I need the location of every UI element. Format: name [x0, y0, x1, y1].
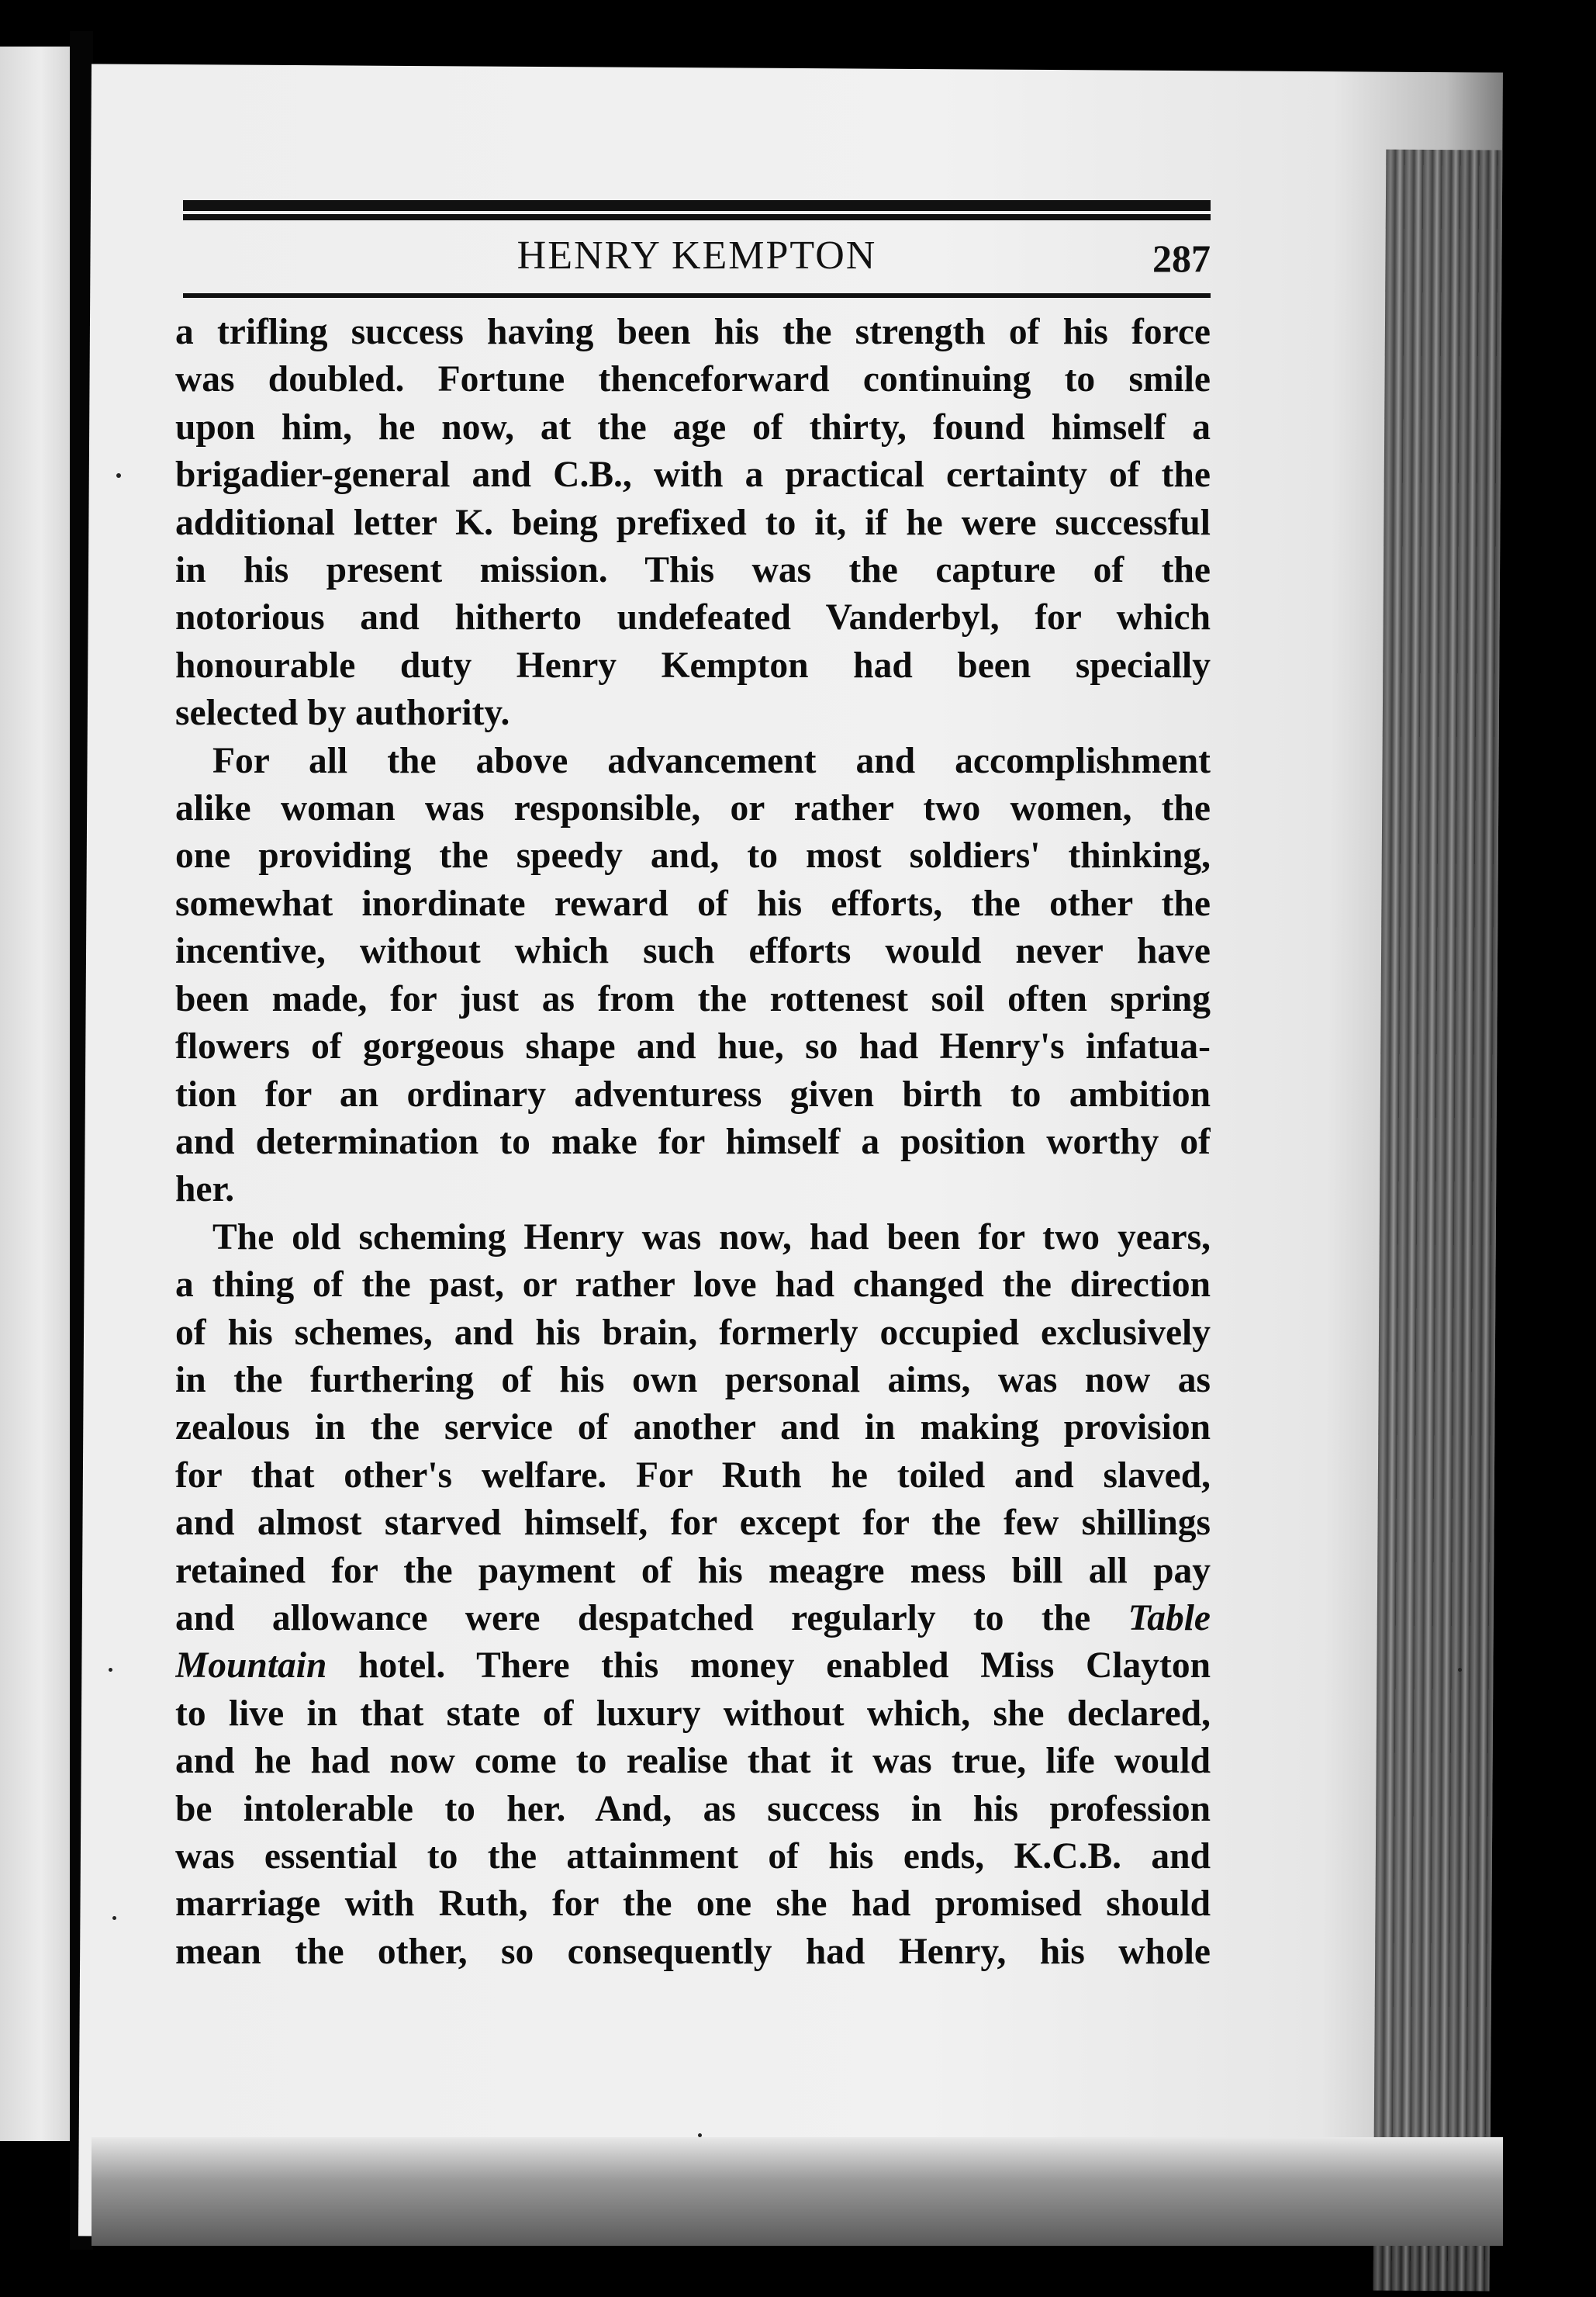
- text-line: The old scheming Henry was now, had been for two years,: [212, 1216, 1211, 1257]
- scan-speck: [112, 1916, 116, 1920]
- scan-speck: [698, 2133, 702, 2137]
- text-line: For all the above advancement and accomplishment: [212, 740, 1211, 781]
- scan-speck: [116, 473, 121, 478]
- text-line: retained for the payment of his meagre mess bill all pay: [175, 1550, 1211, 1591]
- header-rule: [183, 293, 1211, 298]
- text-line-with-italic: [175, 1642, 1211, 1690]
- text-line: in the furthering of his own personal aims, was now as: [175, 1359, 1211, 1400]
- text-line: incentive, without which such efforts would never have: [175, 931, 1211, 972]
- body-text: [175, 309, 1211, 1976]
- italic-hotel-name: Table: [1128, 1597, 1211, 1638]
- text-line: was essential to the attainment of his ends, K.C.B. and: [175, 1836, 1211, 1877]
- running-title: HENRY KEMPTON: [516, 234, 877, 278]
- page-bottom-edge: [92, 2137, 1503, 2246]
- text-line: brigadier-general and C.B., with a practical certainty of the: [175, 455, 1211, 496]
- text-line: be intolerable to her. And, as success in his profession: [175, 1788, 1211, 1829]
- text-line: a thing of the past, or rather love had changed the direction: [175, 1264, 1211, 1306]
- text-line: for that other's welfare. For Ruth he toiled and slaved,: [175, 1455, 1211, 1496]
- italic-hotel-name: Mountain: [175, 1645, 327, 1686]
- text-line: notorious and hitherto undefeated Vanderbyl, for which: [175, 597, 1211, 638]
- scan-speck: [1458, 1668, 1462, 1672]
- text-line: somewhat inordinate reward of his efforts, the other the: [175, 883, 1211, 924]
- text-line: and determination to make for himself a position worthy of: [175, 1121, 1211, 1162]
- text-line: upon him, he now, at the age of thirty, found himself a: [175, 406, 1211, 448]
- header-double-rule: [183, 200, 1211, 214]
- text-line: flowers of gorgeous shape and hue, so had Henry's infatua-: [175, 1026, 1211, 1067]
- text-line: selected by authority.: [175, 693, 510, 734]
- text-line: and almost starved himself, for except for the few shillings: [175, 1503, 1211, 1544]
- text-line-with-italic: [175, 1595, 1211, 1642]
- text-line: a trifling success having been his the strength of his force: [175, 312, 1211, 352]
- scan-speck: [109, 1668, 112, 1672]
- text-line: and he had now come to realise that it was true, life would: [175, 1741, 1211, 1782]
- text-line: one providing the speedy and, to most soldiers' thinking,: [175, 835, 1211, 877]
- text-line-part: and allowance were despatched regularly to the: [175, 1597, 1091, 1638]
- text-line: honourable duty Henry Kempton had been specially: [175, 645, 1211, 686]
- text-line: mean the other, so consequently had Henry, his whole: [175, 1931, 1211, 1972]
- text-line: was doubled. Fortune thenceforward continuing to smile: [175, 359, 1211, 400]
- page-number: 287: [1152, 237, 1211, 280]
- text-line: her.: [175, 1169, 235, 1210]
- text-line: additional letter K. being prefixed to it, if he were successful: [175, 502, 1211, 543]
- text-line: zealous in the service of another and in making provision: [175, 1407, 1211, 1448]
- text-line: of his schemes, and his brain, formerly occupied exclusively: [175, 1312, 1211, 1353]
- text-line: tion for an ordinary adventuress given birth to ambition: [175, 1074, 1211, 1115]
- text-line: alike woman was responsible, or rather two women, the: [175, 788, 1211, 829]
- running-head: [183, 233, 1211, 287]
- paragraph-1: [175, 309, 1211, 738]
- paragraph-2: [175, 738, 1211, 1214]
- text-line: been made, for just as from the rottenest soil often spring: [175, 978, 1211, 1019]
- text-line: in his present mission. This was the capture of the: [175, 550, 1211, 591]
- paragraph-3: [175, 1214, 1211, 1977]
- page-stack-edge: [1373, 150, 1503, 2292]
- text-line-part: hotel. There this money enabled Miss Clayton: [358, 1645, 1211, 1686]
- text-line: to live in that state of luxury without which, she declared,: [175, 1693, 1211, 1734]
- text-line: marriage with Ruth, for the one she had promised should: [175, 1884, 1211, 1925]
